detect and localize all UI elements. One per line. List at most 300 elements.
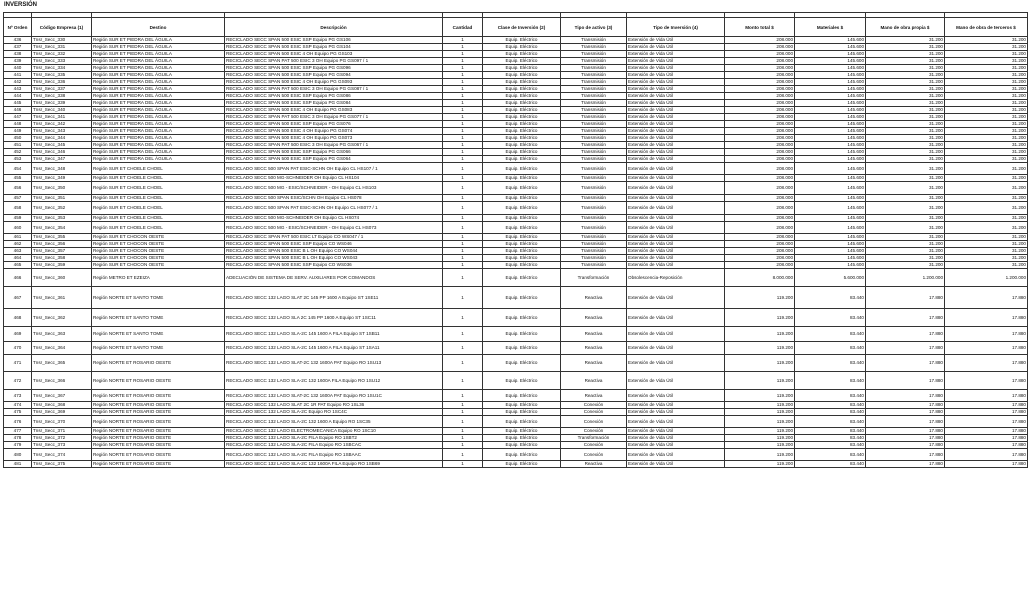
total-amount-cell: 208.000	[725, 114, 795, 121]
destination-cell: Región NORTE ET ROSARIO OESTE	[92, 442, 225, 449]
destination-cell: Región NORTE ET SANTO TOME	[92, 309, 225, 327]
table-row	[4, 428, 1028, 435]
destination-cell: Región SUR ET PIEDRA DEL ÁGUILA	[92, 114, 225, 121]
description-cell: RECICLADO SECC SPAN 500 ESIC 4 OH Equipo PG GS074	[225, 128, 443, 135]
code-cell: Tnsr_Secc_330	[32, 37, 92, 44]
investment-class-cell: Equip. Eléctrico	[483, 435, 561, 442]
investment-type-cell: Extensión de Vida Útil	[627, 390, 725, 402]
table-row	[4, 44, 1028, 51]
third-party-labor-cell: 31.200	[945, 114, 1028, 121]
order-cell: 473	[4, 390, 32, 402]
total-amount-cell: 208.000	[725, 195, 795, 202]
order-cell: 472	[4, 372, 32, 390]
order-cell: 480	[4, 449, 32, 461]
code-cell: Tnsr_Secc_375	[32, 461, 92, 468]
third-party-labor-cell: 31.200	[945, 58, 1028, 65]
total-amount-cell: 208.000	[725, 241, 795, 248]
destination-cell: Región SUR ET CHOELE CHOEL	[92, 163, 225, 175]
order-cell: 466	[4, 269, 32, 287]
own-labor-cell: 17.880	[866, 342, 945, 355]
quantity-cell: 1	[443, 100, 483, 107]
third-party-labor-cell: 31.200	[945, 93, 1028, 100]
quantity-cell: 1	[443, 449, 483, 461]
investment-type-cell: Extensión de Vida Útil	[627, 93, 725, 100]
table-body	[4, 37, 1028, 468]
third-party-labor-cell: 31.200	[945, 156, 1028, 163]
total-amount-cell: 208.000	[725, 79, 795, 86]
investment-class-cell: Equip. Eléctrico	[483, 175, 561, 182]
asset-type-cell: Transmisión	[561, 86, 627, 93]
total-amount-cell: 119.200	[725, 402, 795, 409]
investment-class-cell: Equip. Eléctrico	[483, 255, 561, 262]
investment-type-cell: Extensión de Vida Útil	[627, 449, 725, 461]
description-cell: RECICLADO SECC SPAN 500 ESIC SSP Equipo PG GS094	[225, 72, 443, 79]
total-amount-cell: 208.000	[725, 255, 795, 262]
col-header: Clase de Inversión (2)	[483, 18, 561, 37]
code-cell: Tnsr_Secc_348	[32, 163, 92, 175]
investment-class-cell: Equip. Eléctrico	[483, 449, 561, 461]
own-labor-cell: 31.200	[866, 93, 945, 100]
destination-cell: Región NORTE ET ROSARIO OESTE	[92, 428, 225, 435]
description-cell: RECICLADO SECC 132 LAGO SLA-2C 145 1600 A FILA Equipo ST 1SB11	[225, 327, 443, 342]
order-cell: 437	[4, 44, 32, 51]
asset-type-cell: Conexión	[561, 449, 627, 461]
code-cell: Tnsr_Secc_344	[32, 135, 92, 142]
own-labor-cell: 31.200	[866, 128, 945, 135]
description-cell: RECICLADO SECC 132 LAGO SLAT 2C 1R PAT Equipo RO 1SL36	[225, 402, 443, 409]
own-labor-cell: 31.200	[866, 163, 945, 175]
asset-type-cell: Conexión	[561, 409, 627, 416]
materials-cell: 83.440	[795, 309, 866, 327]
order-cell: 443	[4, 86, 32, 93]
description-cell: RECICLADO SECC 132 LAGO SLAT 2C 145 PP 1600 A Equipo ST 1SE11	[225, 287, 443, 309]
quantity-cell: 1	[443, 222, 483, 234]
materials-cell: 145.600	[795, 202, 866, 215]
destination-cell: Región NORTE ET ROSARIO OESTE	[92, 409, 225, 416]
order-cell: 448	[4, 121, 32, 128]
destination-cell: Región NORTE ET ROSARIO OESTE	[92, 355, 225, 372]
asset-type-cell: Transmisión	[561, 255, 627, 262]
order-cell: 461	[4, 234, 32, 241]
total-amount-cell: 119.200	[725, 449, 795, 461]
quantity-cell: 1	[443, 435, 483, 442]
description-cell: RECICLADO SECC SPAN 500 ESIC SSP Equipo PG GS064	[225, 156, 443, 163]
quantity-cell: 1	[443, 309, 483, 327]
asset-type-cell: Transmisión	[561, 195, 627, 202]
code-cell: Tnsr_Secc_349	[32, 175, 92, 182]
quantity-cell: 1	[443, 402, 483, 409]
own-labor-cell: 31.200	[866, 100, 945, 107]
quantity-cell: 1	[443, 58, 483, 65]
asset-type-cell: Conexión	[561, 416, 627, 428]
col-header: Código Empresa (1)	[32, 18, 92, 37]
destination-cell: Región NORTE ET ROSARIO OESTE	[92, 461, 225, 468]
order-cell: 474	[4, 402, 32, 409]
order-cell: 439	[4, 58, 32, 65]
col-header: Nº Orden	[4, 18, 32, 37]
table-row	[4, 79, 1028, 86]
materials-cell: 145.600	[795, 175, 866, 182]
investment-table	[3, 12, 1028, 468]
investment-class-cell: Equip. Eléctrico	[483, 402, 561, 409]
order-cell: 456	[4, 182, 32, 195]
materials-cell: 83.440	[795, 449, 866, 461]
materials-cell: 145.600	[795, 182, 866, 195]
quantity-cell: 1	[443, 195, 483, 202]
code-cell: Tnsr_Secc_350	[32, 182, 92, 195]
quantity-cell: 1	[443, 248, 483, 255]
own-labor-cell: 31.200	[866, 202, 945, 215]
code-cell: Tnsr_Secc_341	[32, 114, 92, 121]
investment-class-cell: Equip. Eléctrico	[483, 135, 561, 142]
investment-type-cell: Extensión de Vida Útil	[627, 114, 725, 121]
table-row	[4, 461, 1028, 468]
third-party-labor-cell: 31.200	[945, 86, 1028, 93]
third-party-labor-cell: 17.880	[945, 309, 1028, 327]
order-cell: 477	[4, 428, 32, 435]
table-row	[4, 195, 1028, 202]
code-cell: Tnsr_Secc_347	[32, 156, 92, 163]
asset-type-cell: Conexión	[561, 428, 627, 435]
col-header: Destino	[92, 18, 225, 37]
own-labor-cell: 17.880	[866, 442, 945, 449]
materials-cell: 145.600	[795, 215, 866, 222]
table-row	[4, 58, 1028, 65]
investment-type-cell: Extensión de Vida Útil	[627, 149, 725, 156]
own-labor-cell: 17.880	[866, 287, 945, 309]
asset-type-cell: Transformación	[561, 269, 627, 287]
quantity-cell: 1	[443, 156, 483, 163]
own-labor-cell: 31.200	[866, 215, 945, 222]
investment-type-cell: Extensión de Vida Útil	[627, 72, 725, 79]
materials-cell: 145.600	[795, 72, 866, 79]
total-amount-cell: 119.200	[725, 287, 795, 309]
investment-class-cell: Equip. Eléctrico	[483, 222, 561, 234]
asset-type-cell: Transmisión	[561, 114, 627, 121]
materials-cell: 145.600	[795, 58, 866, 65]
investment-class-cell: Equip. Eléctrico	[483, 51, 561, 58]
asset-type-cell: Transmisión	[561, 72, 627, 79]
third-party-labor-cell: 31.200	[945, 175, 1028, 182]
materials-cell: 83.440	[795, 287, 866, 309]
quantity-cell: 1	[443, 461, 483, 468]
own-labor-cell: 17.880	[866, 461, 945, 468]
investment-type-cell: Extensión de Vida Útil	[627, 156, 725, 163]
code-cell: Tnsr_Secc_331	[32, 44, 92, 51]
total-amount-cell: 208.000	[725, 107, 795, 114]
code-cell: Tnsr_Secc_339	[32, 100, 92, 107]
table-row	[4, 416, 1028, 428]
own-labor-cell: 17.880	[866, 372, 945, 390]
quantity-cell: 1	[443, 416, 483, 428]
code-cell: Tnsr_Secc_335	[32, 72, 92, 79]
table-row	[4, 107, 1028, 114]
investment-class-cell: Equip. Eléctrico	[483, 327, 561, 342]
investment-class-cell: Equip. Eléctrico	[483, 100, 561, 107]
asset-type-cell: Transmisión	[561, 121, 627, 128]
investment-type-cell: Extensión de Vida Útil	[627, 241, 725, 248]
description-cell: RECICLADO SECC 132 LAGO SLA-2C 145 1600 A FILA Equipo ST 1SA11	[225, 342, 443, 355]
third-party-labor-cell: 31.200	[945, 128, 1028, 135]
description-cell: RECICLADO SECC SPAN 500 ESIC 4 OH Equipo PG GS093	[225, 79, 443, 86]
order-cell: 464	[4, 255, 32, 262]
total-amount-cell: 208.000	[725, 58, 795, 65]
third-party-labor-cell: 17.880	[945, 449, 1028, 461]
asset-type-cell: Transmisión	[561, 262, 627, 269]
third-party-labor-cell: 31.200	[945, 121, 1028, 128]
third-party-labor-cell: 31.200	[945, 142, 1028, 149]
investment-type-cell: Extensión de Vida Útil	[627, 135, 725, 142]
description-cell: RECICLADO SECC SPAN 500 ESIC SSP Equipo PG GS066	[225, 149, 443, 156]
destination-cell: Región SUR ET CHOCON OESTE	[92, 241, 225, 248]
destination-cell: Región NORTE ET ROSARIO OESTE	[92, 449, 225, 461]
own-labor-cell: 17.880	[866, 390, 945, 402]
quantity-cell: 1	[443, 182, 483, 195]
own-labor-cell: 31.200	[866, 195, 945, 202]
code-cell: Tnsr_Secc_356	[32, 241, 92, 248]
code-cell: Tnsr_Secc_363	[32, 327, 92, 342]
destination-cell: Región SUR ET CHOELE CHOEL	[92, 202, 225, 215]
materials-cell: 145.600	[795, 86, 866, 93]
investment-class-cell: Equip. Eléctrico	[483, 163, 561, 175]
investment-class-cell: Equip. Eléctrico	[483, 309, 561, 327]
destination-cell: Región SUR ET CHOCON OESTE	[92, 234, 225, 241]
destination-cell: Región SUR ET PIEDRA DEL ÁGUILA	[92, 51, 225, 58]
table-row	[4, 100, 1028, 107]
asset-type-cell: Transmisión	[561, 234, 627, 241]
total-amount-cell: 208.000	[725, 234, 795, 241]
destination-cell: Región SUR ET PIEDRA DEL ÁGUILA	[92, 149, 225, 156]
destination-cell: Región NORTE ET SANTO TOME	[92, 327, 225, 342]
own-labor-cell: 17.880	[866, 355, 945, 372]
table-row	[4, 222, 1028, 234]
code-cell: Tnsr_Secc_364	[32, 342, 92, 355]
asset-type-cell: Reactiva	[561, 390, 627, 402]
materials-cell: 145.600	[795, 222, 866, 234]
asset-type-cell: Transmisión	[561, 37, 627, 44]
order-cell: 454	[4, 163, 32, 175]
quantity-cell: 1	[443, 342, 483, 355]
destination-cell: Región SUR ET CHOCON OESTE	[92, 248, 225, 255]
order-cell: 442	[4, 79, 32, 86]
materials-cell: 145.600	[795, 248, 866, 255]
investment-class-cell: Equip. Eléctrico	[483, 287, 561, 309]
investment-type-cell: Extensión de Vida Útil	[627, 262, 725, 269]
third-party-labor-cell: 17.880	[945, 461, 1028, 468]
investment-class-cell: Equip. Eléctrico	[483, 121, 561, 128]
investment-type-cell: Extensión de Vida Útil	[627, 355, 725, 372]
investment-class-cell: Equip. Eléctrico	[483, 262, 561, 269]
code-cell: Tnsr_Secc_360	[32, 269, 92, 287]
investment-type-cell: Extensión de Vida Útil	[627, 255, 725, 262]
quantity-cell: 1	[443, 93, 483, 100]
own-labor-cell: 31.200	[866, 51, 945, 58]
order-cell: 459	[4, 215, 32, 222]
total-amount-cell: 119.200	[725, 428, 795, 435]
third-party-labor-cell: 17.880	[945, 342, 1028, 355]
quantity-cell: 1	[443, 442, 483, 449]
description-cell: RECICLADO SECC SPAN 500 ESIC 4 OH Equipo PG GS073	[225, 135, 443, 142]
investment-type-cell: Extensión de Vida Útil	[627, 435, 725, 442]
description-cell: RECICLADO SECC 132 LAGO SLAT-2C 132 1600A PAT Equipo RO 1SU13	[225, 355, 443, 372]
code-cell: Tnsr_Secc_343	[32, 128, 92, 135]
investment-type-cell: Extensión de Vida Útil	[627, 175, 725, 182]
destination-cell: Región SUR ET CHOCON OESTE	[92, 255, 225, 262]
table-row	[4, 372, 1028, 390]
table-row	[4, 163, 1028, 175]
table-row	[4, 93, 1028, 100]
description-cell: RECICLADO SECC SPAN PAT 500 ESIC 3 OH Equipo PG GS087 / 1	[225, 86, 443, 93]
materials-cell: 83.440	[795, 327, 866, 342]
destination-cell: Región SUR ET CHOELE CHOEL	[92, 175, 225, 182]
order-cell: 438	[4, 51, 32, 58]
own-labor-cell: 17.880	[866, 309, 945, 327]
description-cell: ADECUACIÓN DE SISTEMA DE SERV. AUXILIARES POR COMANDOS	[225, 269, 443, 287]
description-cell: RECICLADO SECC 132 LAGO SLA-2C 132 1600 A Equipo RO 1SC35	[225, 416, 443, 428]
third-party-labor-cell: 31.200	[945, 37, 1028, 44]
total-amount-cell: 208.000	[725, 215, 795, 222]
own-labor-cell: 31.200	[866, 142, 945, 149]
materials-cell: 145.600	[795, 114, 866, 121]
total-amount-cell: 208.000	[725, 163, 795, 175]
quantity-cell: 1	[443, 149, 483, 156]
description-cell: RECICLADO SECC 500 SPAN PAT ESIC-SCHN OH Equipo CL HS107 / 1	[225, 163, 443, 175]
materials-cell: 145.600	[795, 100, 866, 107]
order-cell: 471	[4, 355, 32, 372]
investment-class-cell: Equip. Eléctrico	[483, 182, 561, 195]
quantity-cell: 1	[443, 234, 483, 241]
order-cell: 453	[4, 156, 32, 163]
description-cell: RECICLADO SECC 132 LAGO SLA-2C FILA Equipo RO 1SBT2	[225, 435, 443, 442]
description-cell: RECICLADO SECC SPAN 500 ESIC SSP Equipo PG GS096	[225, 65, 443, 72]
third-party-labor-cell: 17.880	[945, 442, 1028, 449]
own-labor-cell: 31.200	[866, 248, 945, 255]
order-cell: 465	[4, 262, 32, 269]
table-row	[4, 135, 1028, 142]
materials-cell: 83.440	[795, 402, 866, 409]
description-cell: RECICLADO SECC SPAN 500 ESIC B L OH Equipo CO WS044	[225, 248, 443, 255]
code-cell: Tnsr_Secc_370	[32, 416, 92, 428]
description-cell: RECICLADO SECC SPAN 500 ESIC SSP Equipo PG GS086	[225, 93, 443, 100]
destination-cell: Región SUR ET PIEDRA DEL ÁGUILA	[92, 44, 225, 51]
order-cell: 449	[4, 128, 32, 135]
destination-cell: Región NORTE ET ROSARIO OESTE	[92, 372, 225, 390]
investment-type-cell: Extensión de Vida Útil	[627, 182, 725, 195]
investment-type-cell: Obsolescencia-Reposición	[627, 269, 725, 287]
order-cell: 436	[4, 37, 32, 44]
col-header: Tipo de Inversión (4)	[627, 18, 725, 37]
total-amount-cell: 119.200	[725, 372, 795, 390]
investment-class-cell: Equip. Eléctrico	[483, 195, 561, 202]
code-cell: Tnsr_Secc_358	[32, 255, 92, 262]
third-party-labor-cell: 1.200.000	[945, 269, 1028, 287]
total-amount-cell: 119.200	[725, 342, 795, 355]
own-labor-cell: 31.200	[866, 65, 945, 72]
code-cell: Tnsr_Secc_369	[32, 409, 92, 416]
investment-class-cell: Equip. Eléctrico	[483, 156, 561, 163]
own-labor-cell: 31.200	[866, 72, 945, 79]
investment-class-cell: Equip. Eléctrico	[483, 269, 561, 287]
total-amount-cell: 208.000	[725, 135, 795, 142]
table-row	[4, 121, 1028, 128]
third-party-labor-cell: 17.880	[945, 416, 1028, 428]
materials-cell: 83.440	[795, 390, 866, 402]
investment-type-cell: Extensión de Vida Útil	[627, 142, 725, 149]
materials-cell: 83.440	[795, 428, 866, 435]
quantity-cell: 1	[443, 202, 483, 215]
third-party-labor-cell: 31.200	[945, 262, 1028, 269]
destination-cell: Región SUR ET PIEDRA DEL ÁGUILA	[92, 142, 225, 149]
third-party-labor-cell: 31.200	[945, 149, 1028, 156]
investment-class-cell: Equip. Eléctrico	[483, 65, 561, 72]
total-amount-cell: 208.000	[725, 175, 795, 182]
destination-cell: Región SUR ET CHOELE CHOEL	[92, 182, 225, 195]
asset-type-cell: Transmisión	[561, 128, 627, 135]
own-labor-cell: 31.200	[866, 175, 945, 182]
total-amount-cell: 208.000	[725, 128, 795, 135]
destination-cell: Región SUR ET PIEDRA DEL ÁGUILA	[92, 121, 225, 128]
asset-type-cell: Transmisión	[561, 135, 627, 142]
description-cell: RECICLADO SECC SPAN 500 ESIC SSP Equipo PG GS084	[225, 100, 443, 107]
materials-cell: 145.600	[795, 121, 866, 128]
materials-cell: 83.440	[795, 461, 866, 468]
quantity-cell: 1	[443, 72, 483, 79]
order-cell: 455	[4, 175, 32, 182]
asset-type-cell: Transmisión	[561, 142, 627, 149]
own-labor-cell: 31.200	[866, 182, 945, 195]
third-party-labor-cell: 31.200	[945, 79, 1028, 86]
total-amount-cell: 119.200	[725, 442, 795, 449]
code-cell: Tnsr_Secc_355	[32, 234, 92, 241]
order-cell: 447	[4, 114, 32, 121]
description-cell: RECICLADO SECC SPAN PAT 500 ESIC 3 OH Equipo PG GS097 / 1	[225, 58, 443, 65]
table-row	[4, 182, 1028, 195]
asset-type-cell: Transmisión	[561, 248, 627, 255]
investment-type-cell: Extensión de Vida Útil	[627, 65, 725, 72]
table-row	[4, 114, 1028, 121]
order-cell: 468	[4, 309, 32, 327]
quantity-cell: 1	[443, 255, 483, 262]
order-cell: 478	[4, 435, 32, 442]
code-cell: Tnsr_Secc_340	[32, 107, 92, 114]
investment-class-cell: Equip. Eléctrico	[483, 202, 561, 215]
destination-cell: Región SUR ET PIEDRA DEL ÁGUILA	[92, 79, 225, 86]
asset-type-cell: Reactiva	[561, 309, 627, 327]
own-labor-cell: 31.200	[866, 255, 945, 262]
quantity-cell: 1	[443, 409, 483, 416]
description-cell: RECICLADO SECC 132 LAGO SLA-2C Equipo RO 1SC4C	[225, 409, 443, 416]
quantity-cell: 1	[443, 121, 483, 128]
investment-class-cell: Equip. Eléctrico	[483, 241, 561, 248]
investment-class-cell: Equip. Eléctrico	[483, 114, 561, 121]
own-labor-cell: 31.200	[866, 58, 945, 65]
own-labor-cell: 31.200	[866, 149, 945, 156]
description-cell: RECICLADO SECC 132 LAGO SLA-2C 132 1600A FILA Equipo RO 1SU12	[225, 372, 443, 390]
asset-type-cell: Reactiva	[561, 342, 627, 355]
investment-type-cell: Extensión de Vida Útil	[627, 402, 725, 409]
materials-cell: 145.600	[795, 142, 866, 149]
table-row	[4, 175, 1028, 182]
own-labor-cell: 31.200	[866, 44, 945, 51]
own-labor-cell: 17.880	[866, 435, 945, 442]
table-row	[4, 287, 1028, 309]
code-cell: Tnsr_Secc_367	[32, 390, 92, 402]
investment-class-cell: Equip. Eléctrico	[483, 372, 561, 390]
own-labor-cell: 31.200	[866, 135, 945, 142]
own-labor-cell: 1.200.000	[866, 269, 945, 287]
order-cell: 450	[4, 135, 32, 142]
investment-type-cell: Extensión de Vida Útil	[627, 37, 725, 44]
